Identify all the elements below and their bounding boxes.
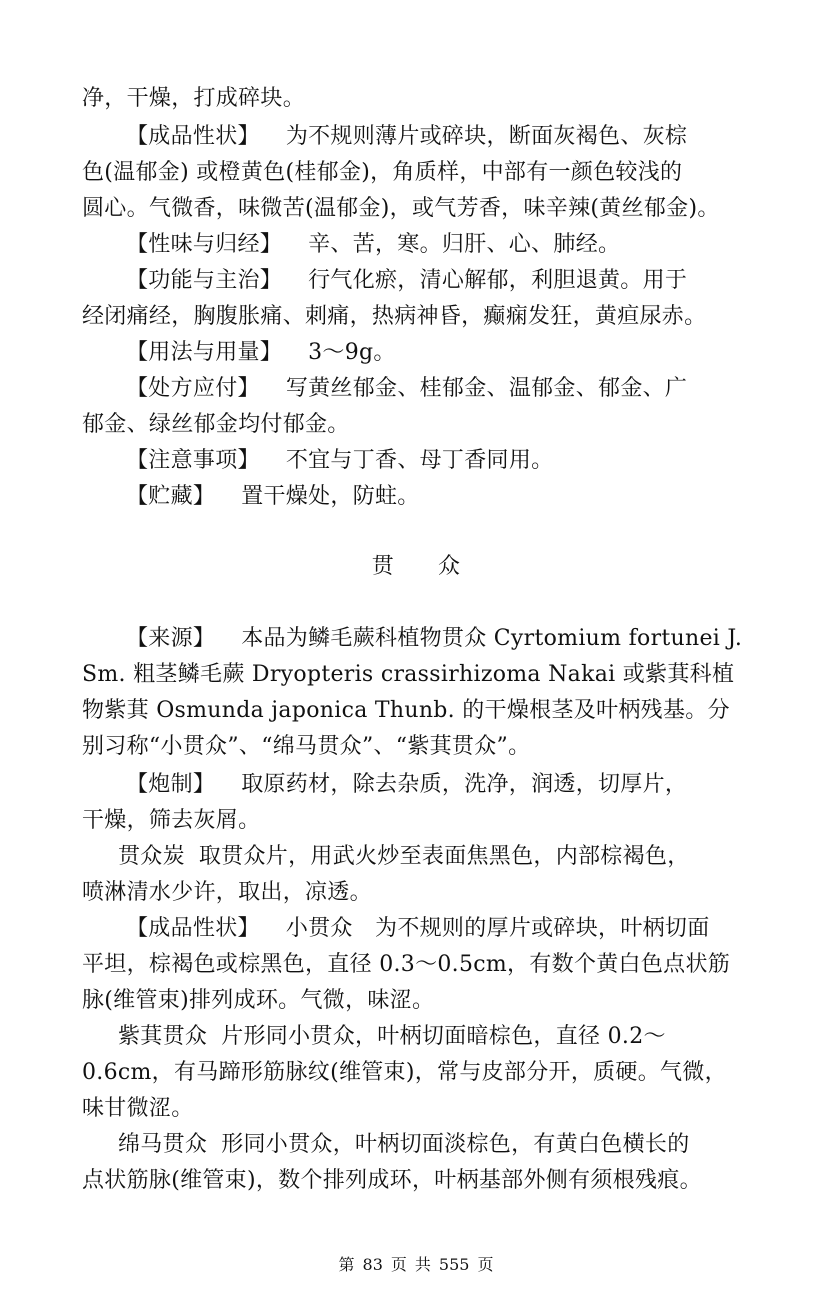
text-line: 紫萁贯众 片形同小贯众，叶柄切面暗棕色，直径 0.2～ xyxy=(118,1024,666,1049)
section-tag: 【贮藏】 xyxy=(126,484,216,509)
text-line: 【功能与主治】 行气化瘀，清心解郁，利胆退黄。用于 xyxy=(126,268,688,293)
section-tag: 【注意事项】 xyxy=(126,448,260,473)
text-line: 【成品性状】 小贯众 为不规则的厚片或碎块，叶柄切面 xyxy=(126,916,710,941)
text-line: 0.6cm，有马蹄形筋脉纹(维管束)，常与皮部分开，质硬。气微， xyxy=(82,1060,727,1085)
section-tag: 【处方应付】 xyxy=(126,376,260,401)
text-line: 点状筋脉(维管束)，数个排列成环，叶柄基部外侧有须根残痕。 xyxy=(82,1168,702,1193)
text-line: 脉(维管束)排列成环。气微，味涩。 xyxy=(82,988,435,1013)
section-tag: 【性味与归经】 xyxy=(126,232,283,257)
text-line: 净，干燥，打成碎块。 xyxy=(82,86,306,111)
section-tag: 【成品性状】 xyxy=(126,916,260,941)
text-line: 绵马贯众 形同小贯众，叶柄切面淡棕色，有黄白色横长的 xyxy=(118,1132,690,1157)
text-line: 物紫萁 Osmunda japonica Thunb. 的干燥根茎及叶柄残基。分 xyxy=(82,698,730,723)
section-tag: 【炮制】 xyxy=(126,772,216,797)
text-line: 干燥，筛去灰屑。 xyxy=(82,808,261,833)
text-line: 贯众炭 取贯众片，用武火炒至表面焦黑色，内部棕褐色， xyxy=(118,844,690,869)
text-line: Sm. 粗茎鳞毛蕨 Dryopteris crassirhizoma Nakai 或紫萁科植 xyxy=(82,662,735,687)
total-pages: 555 xyxy=(438,1255,470,1274)
text-line: 味甘微涩。 xyxy=(82,1096,194,1121)
section-tag: 【用法与用量】 xyxy=(126,340,283,365)
text-line: 【来源】 本品为鳞毛蕨科植物贯众 Cyrtomium fortunei J. xyxy=(126,626,743,651)
section-tag: 【来源】 xyxy=(126,626,216,651)
text-line: 【性味与归经】 辛、苦，寒。归肝、心、肺经。 xyxy=(126,232,621,257)
subsection-tag: 紫萁贯众 xyxy=(118,1024,208,1049)
section-tag: 【成品性状】 xyxy=(126,124,260,149)
page-footer: 第 83 页 共 555 页 xyxy=(338,1255,494,1274)
text-line: 【处方应付】 写黄丝郁金、桂郁金、温郁金、郁金、广 xyxy=(126,376,688,401)
text-line: 色(温郁金) 或橙黄色(桂郁金)，角质样，中部有一颜色较浅的 xyxy=(82,160,683,185)
text-line: 【贮藏】 置干燥处，防蛀。 xyxy=(126,484,420,509)
text-line: 郁金、绿丝郁金均付郁金。 xyxy=(82,412,350,437)
text-line: 圆心。气微香，味微苦(温郁金)，或气芳香，味辛辣(黄丝郁金)。 xyxy=(82,196,720,221)
text-line: 别习称“小贯众”、“绵马贯众”、“紫萁贯众”。 xyxy=(82,734,531,759)
subsection-tag: 绵马贯众 xyxy=(118,1132,208,1157)
page-number: 83 xyxy=(362,1255,383,1274)
text-line: 平坦，棕褐色或棕黑色，直径 0.3～0.5cm，有数个黄白色点状筋 xyxy=(82,952,731,977)
section-title: 贯 众 xyxy=(371,554,461,579)
text-line: 【用法与用量】 3～9g。 xyxy=(126,340,396,365)
text-line: 经闭痛经，胸腹胀痛、刺痛，热病神昏，癫痫发狂，黄疸尿赤。 xyxy=(82,304,707,329)
section-tag: 【功能与主治】 xyxy=(126,268,283,293)
text-line: 【炮制】 取原药材，除去杂质，洗净，润透，切厚片， xyxy=(126,772,688,797)
subsection-tag: 贯众炭 xyxy=(118,844,185,869)
text-line: 喷淋清水少许，取出，凉透。 xyxy=(82,880,372,905)
text-line: 【成品性状】 为不规则薄片或碎块，断面灰褐色、灰棕 xyxy=(126,124,688,149)
text-line: 【注意事项】 不宜与丁香、母丁香同用。 xyxy=(126,448,554,473)
